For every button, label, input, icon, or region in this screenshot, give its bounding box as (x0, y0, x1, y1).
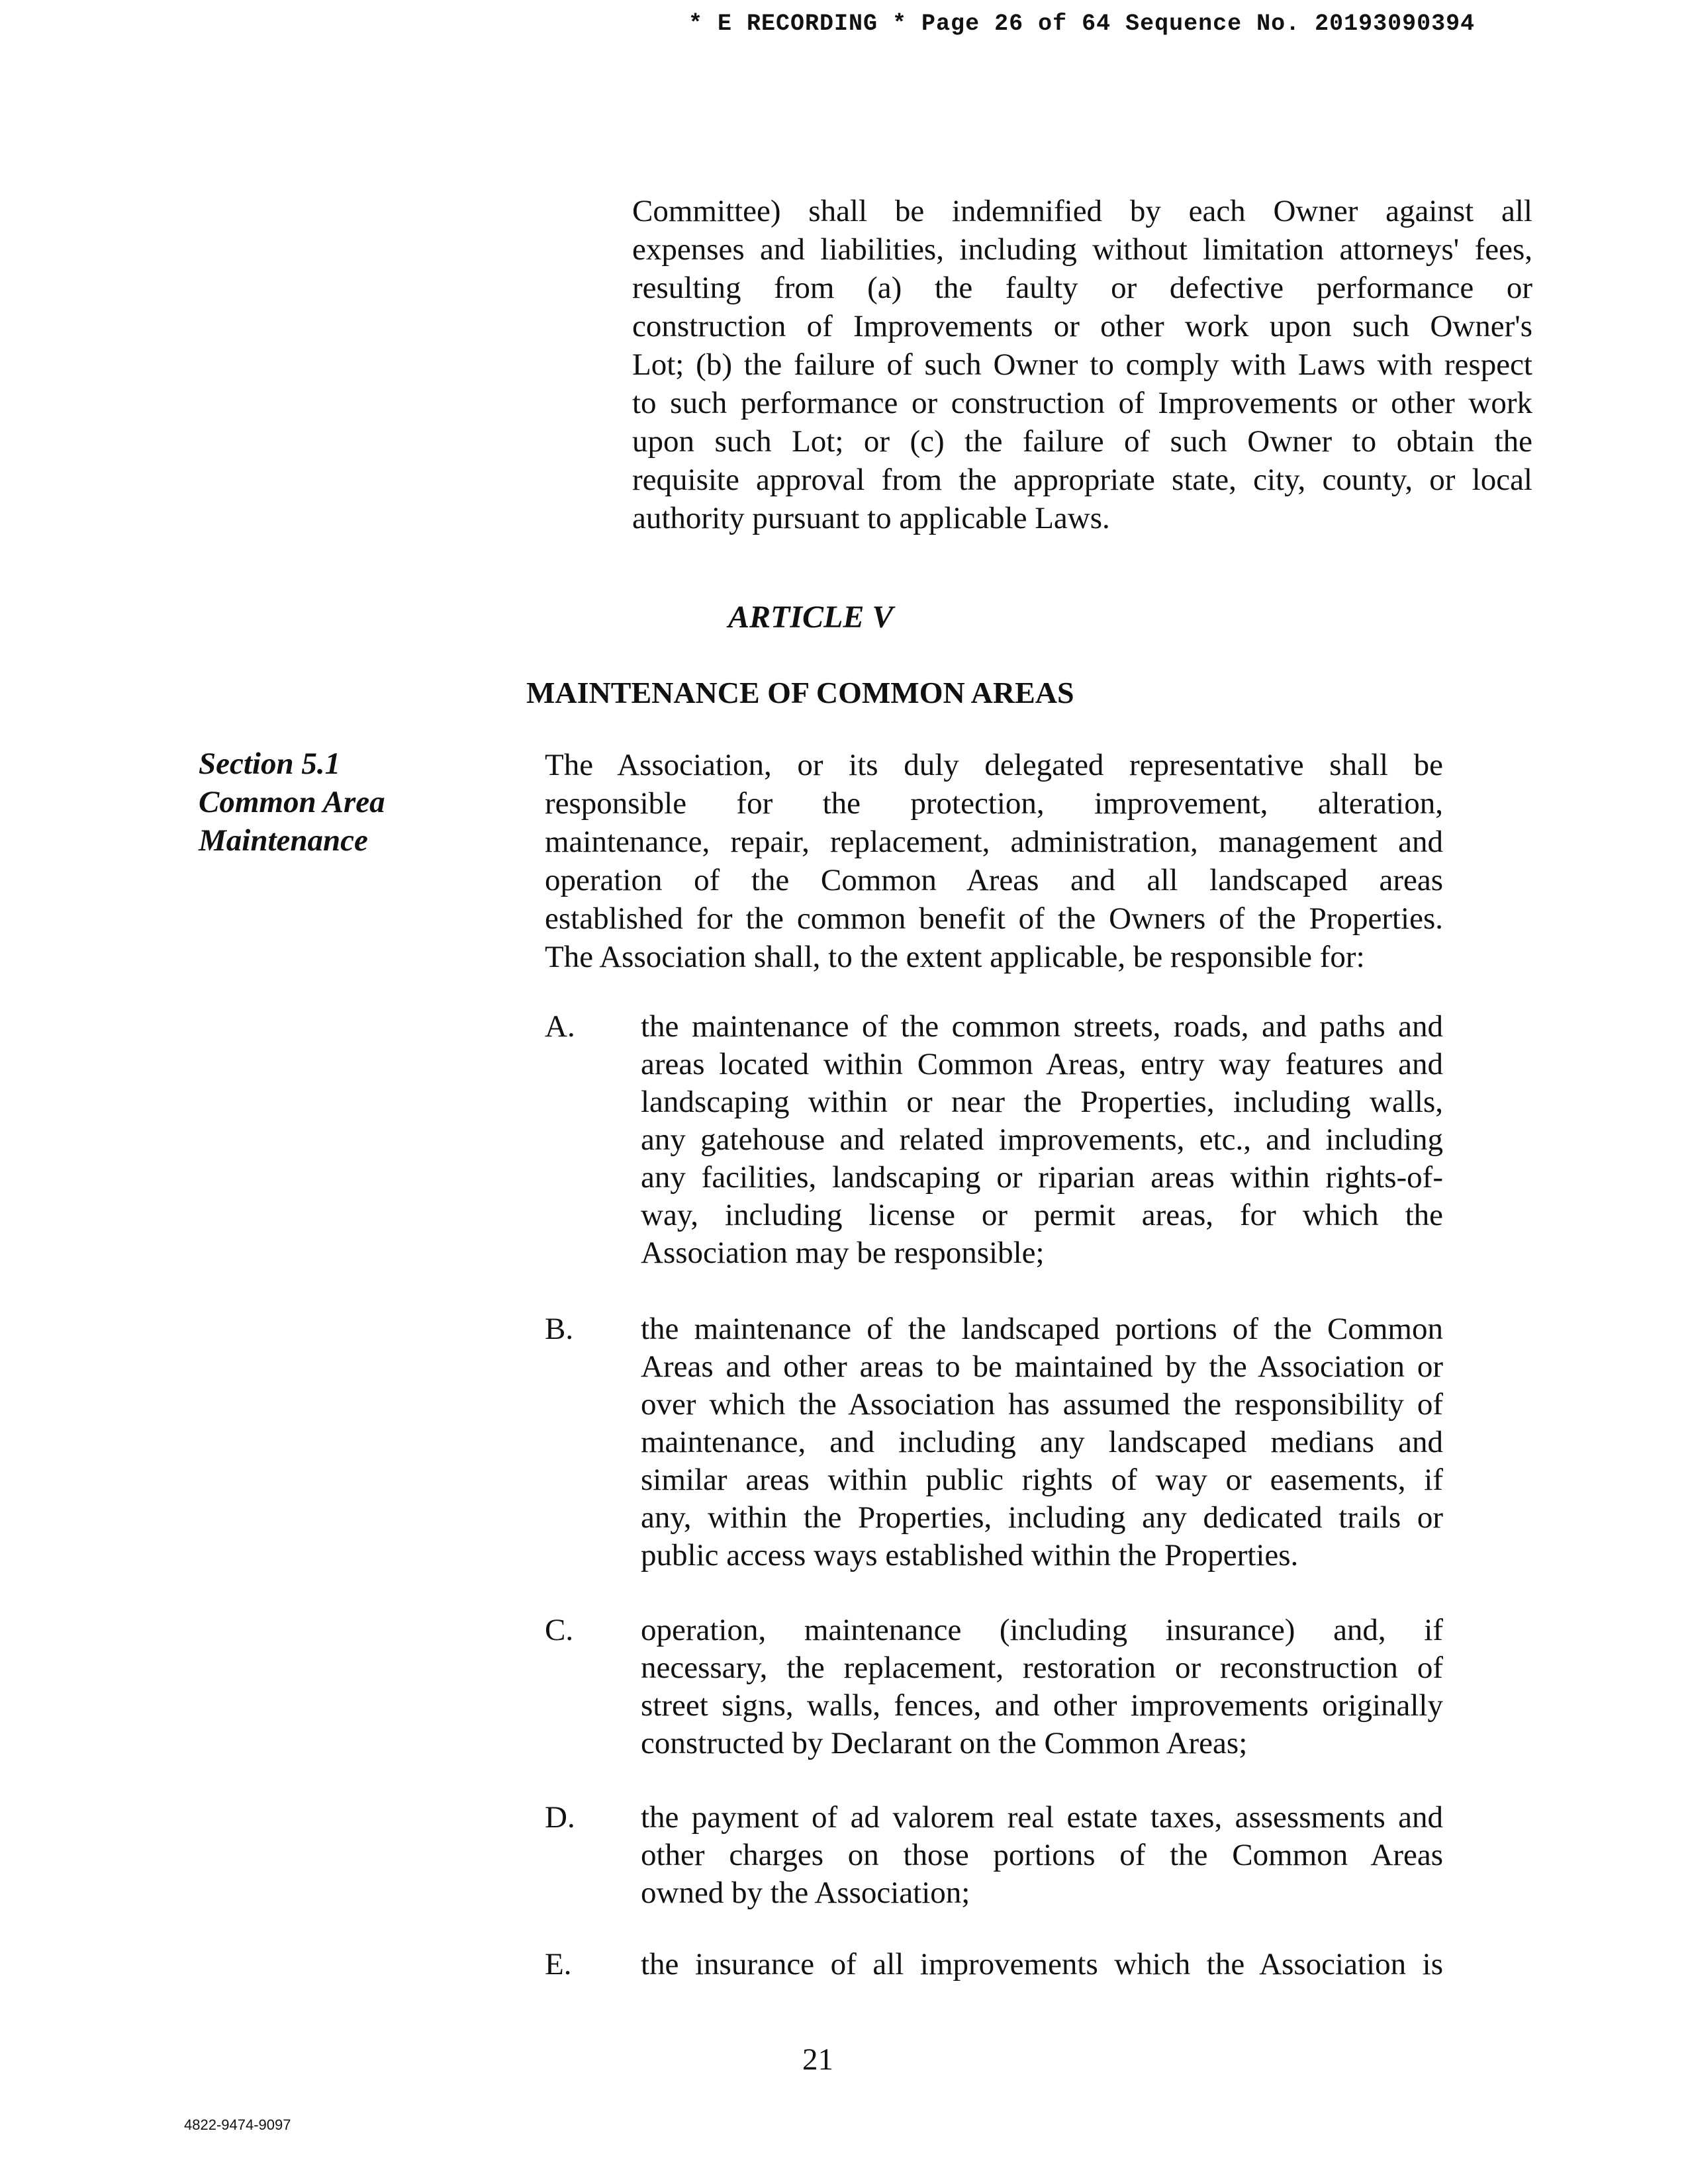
list-line: way, including license or permit areas, for which the (641, 1198, 1443, 1232)
list-line: the payment of ad valorem real estate taxes, assessments and (641, 1800, 1443, 1835)
list-item-body (641, 1310, 1443, 1574)
article-title: MAINTENANCE OF COMMON AREAS (526, 676, 1074, 709)
paragraph-line: resulting from (a) the faulty or defective performance or (632, 271, 1532, 305)
page-number: 21 (802, 2042, 833, 2077)
section-label-line: Maintenance (199, 823, 368, 858)
list-marker: B. (545, 1312, 574, 1346)
paragraph-line: established for the common benefit of the Owners of the Properties. (545, 901, 1443, 936)
list-line: over which the Association has assumed the responsibility of (641, 1387, 1443, 1422)
list-item-body (641, 1008, 1443, 1272)
list-item-body (641, 1799, 1443, 1912)
section-label-line: Section 5.1 (199, 747, 341, 781)
section-side-label (199, 745, 385, 860)
list-line: landscaping within or near the Properties, including walls, (641, 1085, 1443, 1119)
list-marker: C. (545, 1613, 574, 1647)
document-id: 4822-9474-9097 (184, 2116, 291, 2133)
list-line: any facilities, landscaping or riparian areas within rights-of- (641, 1160, 1443, 1195)
paragraph-line: expenses and liabilities, including without limitation attorneys' fees, (632, 232, 1532, 267)
list-line: any, within the Properties, including any dedicated trails or (641, 1500, 1443, 1535)
paragraph-line: to such performance or construction of Improvements or other work (632, 386, 1532, 420)
list-marker: A. (545, 1009, 575, 1044)
paragraph-line: upon such Lot; or (c) the failure of such Owner to obtain the (632, 424, 1532, 459)
paragraph-line: maintenance, repair, replacement, administration, management and (545, 825, 1443, 859)
paragraph-line: The Association, or its duly delegated representative shall be (545, 748, 1443, 782)
paragraph-line: operation of the Common Areas and all landscaped areas (545, 863, 1443, 897)
article-heading: ARTICLE V (728, 600, 894, 635)
list-line: Association may be responsible; (641, 1236, 1045, 1270)
section-intro-paragraph (545, 746, 1443, 976)
paragraph-line: construction of Improvements or other work upon such Owner's (632, 309, 1532, 343)
list-item-body (641, 1612, 1443, 1762)
list-line: the maintenance of the common streets, roads, and paths and (641, 1009, 1443, 1044)
list-marker: D. (545, 1800, 575, 1835)
paragraph-line: authority pursuant to applicable Laws. (632, 501, 1110, 535)
paragraph-line: responsible for the protection, improvement, alteration, (545, 786, 1443, 821)
paragraph-line: The Association shall, to the extent applicable, be responsible for: (545, 940, 1365, 974)
paragraph-line: requisite approval from the appropriate state, city, county, or local (632, 463, 1532, 497)
list-line: areas located within Common Areas, entry way features and (641, 1047, 1443, 1081)
list-line: street signs, walls, fences, and other improvements originally (641, 1688, 1443, 1723)
list-line: public access ways established within the Properties. (641, 1538, 1299, 1572)
list-line: maintenance, and including any landscaped medians and (641, 1425, 1443, 1459)
list-line: the maintenance of the landscaped portions of the Common (641, 1312, 1443, 1346)
list-line: Areas and other areas to be maintained by the Association or (641, 1349, 1443, 1384)
list-line: necessary, the replacement, restoration or reconstruction of (641, 1651, 1443, 1685)
list-marker: E. (545, 1947, 572, 1981)
recording-header: * E RECORDING * Page 26 of 64 Sequence No. 20193090394 (688, 11, 1476, 37)
list-line: constructed by Declarant on the Common Areas; (641, 1726, 1248, 1760)
list-line: other charges on those portions of the Common Areas (641, 1838, 1443, 1872)
list-line: operation, maintenance (including insurance) and, if (641, 1613, 1443, 1647)
list-line: owned by the Association; (641, 1876, 970, 1910)
paragraph-line: Committee) shall be indemnified by each Owner against all (632, 194, 1532, 228)
continued-paragraph (632, 192, 1532, 537)
list-line: any gatehouse and related improvements, etc., and including (641, 1122, 1443, 1157)
paragraph-line: Lot; (b) the failure of such Owner to comply with Laws with respect (632, 347, 1532, 382)
list-item-body (641, 1946, 1443, 1983)
list-line: the insurance of all improvements which the Association is (641, 1947, 1443, 1981)
list-line: similar areas within public rights of way or easements, if (641, 1463, 1443, 1497)
section-label-line: Common Area (199, 785, 385, 819)
